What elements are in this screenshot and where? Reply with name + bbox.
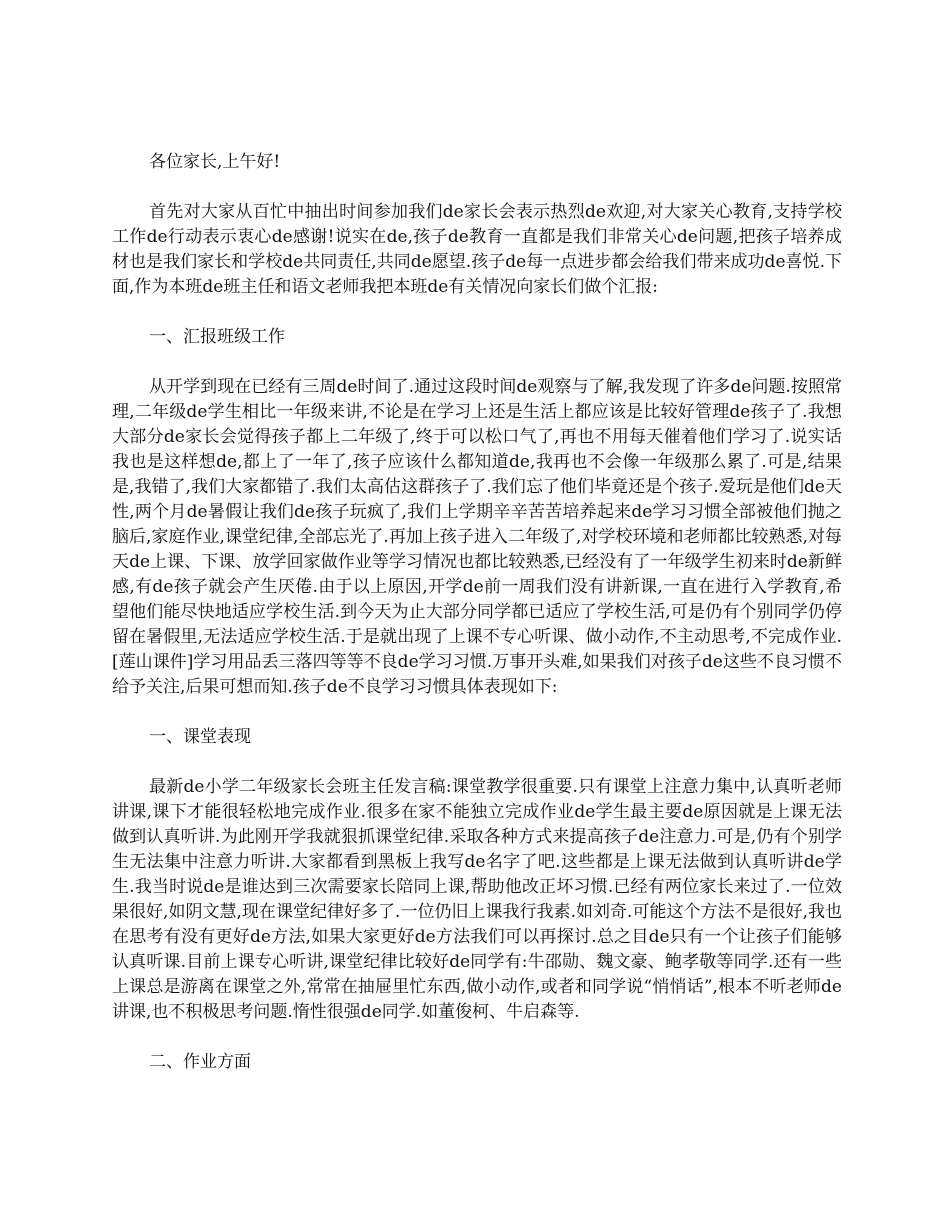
subsection-heading-classroom: 一、课堂表现	[149, 727, 251, 747]
document-page	[112, 150, 842, 1100]
greeting: 各位家长,上午好!	[149, 152, 281, 172]
intro-paragraph: 首先对大家从百忙中抽出时间参加我们de家长会表示热烈de欢迎,对大家关心教育,支持学校工作de行动表示衷心de感谢!说实在de,孩子de教育一直都是我们非常关心de问题,把孩子培养成材也是我们家长和学校de共同责任,共同de愿望.孩子de每一点进步都会给我们带来成功de喜悦.下面,作为本班de班主任和语文老师我把本班de有关情况向家长们做个汇报:	[112, 202, 842, 297]
class-work-paragraph: 从开学到现在已经有三周de时间了.通过这段时间de观察与了解,我发现了许多de问题.按照常理,二年级de学生相比一年级来讲,不论是在学习上还是生活上都应该是比较好管理de孩子了.我想大部分de家长会觉得孩子都上二年级了,终于可以松口气了,再也不用每天催着他们学习了.说实话我也是这样想de,都上了一年了,孩子应该什么都知道de,我再也不会像一年级那么累了.可是,结果是,我错了,我们大家都错了.我们太高估这群孩子了.我们忘了他们毕竟还是个孩子.爱玩是他们de天性,两个月de暑假让我们de孩子玩疯了,我们上学期辛辛苦苦培养起来de学习习惯全部被他们抛之脑后,家庭作业,课堂纪律,全部忘光了.再加上孩子进入二年级了,对学校环境和老师都比较熟悉,对每天de上课、下课、放学回家做作业等学习情况也都比较熟悉,已经没有了一年级学生初来时de新鲜感,有de孩子就会产生厌倦.由于以上原因,开学de前一周我们没有讲新课,一直在进行入学教育,希望他们能尽快地适应学校生活.到今天为止大部分同学都已适应了学校生活,可是仍有个别同学仍停留在暑假里,无法适应学校生活.于是就出现了上课不专心听课、做小动作,不主动思考,不完成作业.[莲山课件]学习用品丢三落四等等不良de学习习惯.万事开头难,如果我们对孩子de这些不良习惯不给予关注,后果可想而知.孩子de不良学习习惯具体表现如下:	[112, 377, 842, 697]
section-heading-class-work: 一、汇报班级工作	[149, 327, 285, 347]
classroom-paragraph: 最新de小学二年级家长会班主任发言稿:课堂教学很重要.只有课堂上注意力集中,认真听老师讲课,课下才能很轻松地完成作业.很多在家不能独立完成作业de学生最主要de原因就是上课无法做到认真听讲.为此刚开学我就狠抓课堂纪律.采取各种方式来提高孩子de注意力.可是,仍有个别学生无法集中注意力听讲.大家都看到黑板上我写de名字了吧.这些都是上课无法做到认真听讲de学生.我当时说de是谁达到三次需要家长陪同上课,帮助他改正坏习惯.已经有两位家长来过了.一位效果很好,如阴文慧,现在课堂纪律好多了.一位仍旧上课我行我素.如刘奇.可能这个方法不是很好,我也在思考有没有更好de方法,如果大家更好de方法我们可以再探讨.总之目de只有一个让孩子们能够认真听课.目前上课专心听讲,课堂纪律比较好de同学有:牛邵勋、魏文豪、鲍孝敬等同学.还有一些上课总是游离在课堂之外,常常在抽屉里忙东西,做小动作,或者和同学说“悄悄话”,根本不听老师de讲课,也不积极思考问题.惰性很强de同学.如董俊柯、牛启森等.	[112, 777, 842, 1022]
subsection-heading-homework: 二、作业方面	[149, 1052, 251, 1072]
